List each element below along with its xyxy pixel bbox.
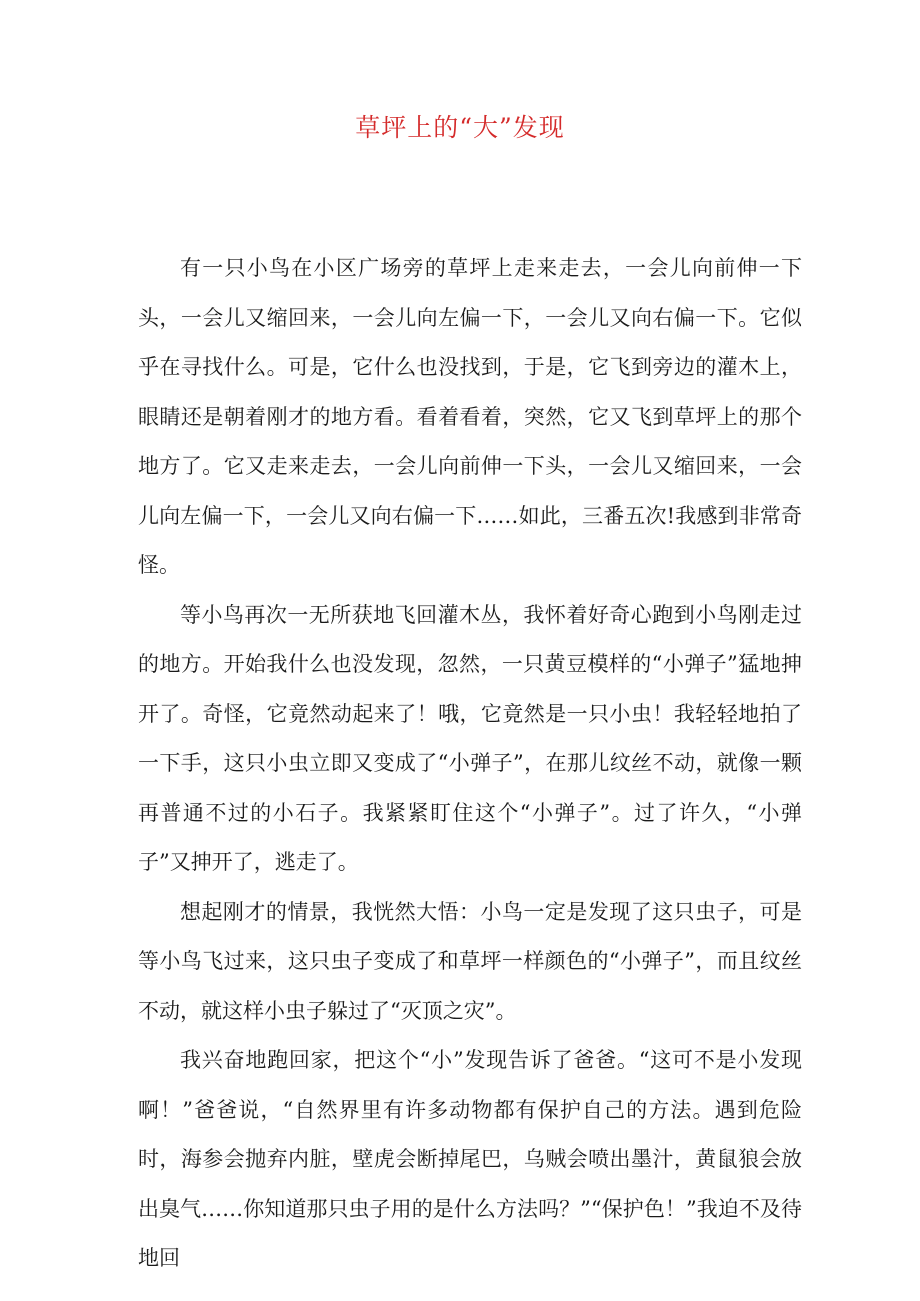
document-title: 草坪上的“大”发现 <box>355 113 565 142</box>
paragraph-1: 有一只小鸟在小区广场旁的草坪上走来走去，一会儿向前伸一下头，一会儿又缩回来，一会儿向左偏一下，一会儿又向右偏一下。它似乎在寻找什么。可是，它什么也没找到，于是，它飞到旁边的灌木上，眼睛还是朝着刚才的地方看。看着看着，突然，它又飞到草坪上的那个地方了。它又走来走去，一会儿向前伸一下头，一会儿又缩回来，一会儿向左偏一下，一会儿又向右偏一下……如此，三番五次!我感到非常奇怪。 <box>138 256 802 577</box>
paragraph-4: 我兴奋地跑回家，把这个“小”发现告诉了爸爸。“这可不是小发现啊！”爸爸说，“自然界里有许多动物都有保护自己的方法。遇到危险时，海参会抛弃内脏，壁虎会断掉尾巴，乌贼会喷出墨汁，黄鼠狼会放出臭气……你知道那只虫子用的是什么方法吗？”“保护色！”我迫不及待地回 <box>138 1048 802 1270</box>
document-body <box>138 244 802 1284</box>
paragraph-3: 想起刚才的情景，我恍然大悟：小鸟一定是发现了这只虫子，可是等小鸟飞过来，这只虫子变成了和草坪一样颜色的“小弹子”，而且纹丝不动，就这样小虫子躲过了“灭顶之灾”。 <box>138 899 802 1023</box>
paragraph-2: 等小鸟再次一无所获地飞回灌木丛，我怀着好奇心跑到小鸟刚走过的地方。开始我什么也没发现，忽然，一只黄豆模样的“小弹子”猛地抻开了。奇怪，它竟然动起来了！哦，它竟然是一只小虫！我轻轻地拍了一下手，这只小虫立即又变成了“小弹子”，在那儿纹丝不动，就像一颗再普通不过的小石子。我紧紧盯住这个“小弹子”。过了许久，“小弹子”又抻开了，逃走了。 <box>138 602 802 874</box>
